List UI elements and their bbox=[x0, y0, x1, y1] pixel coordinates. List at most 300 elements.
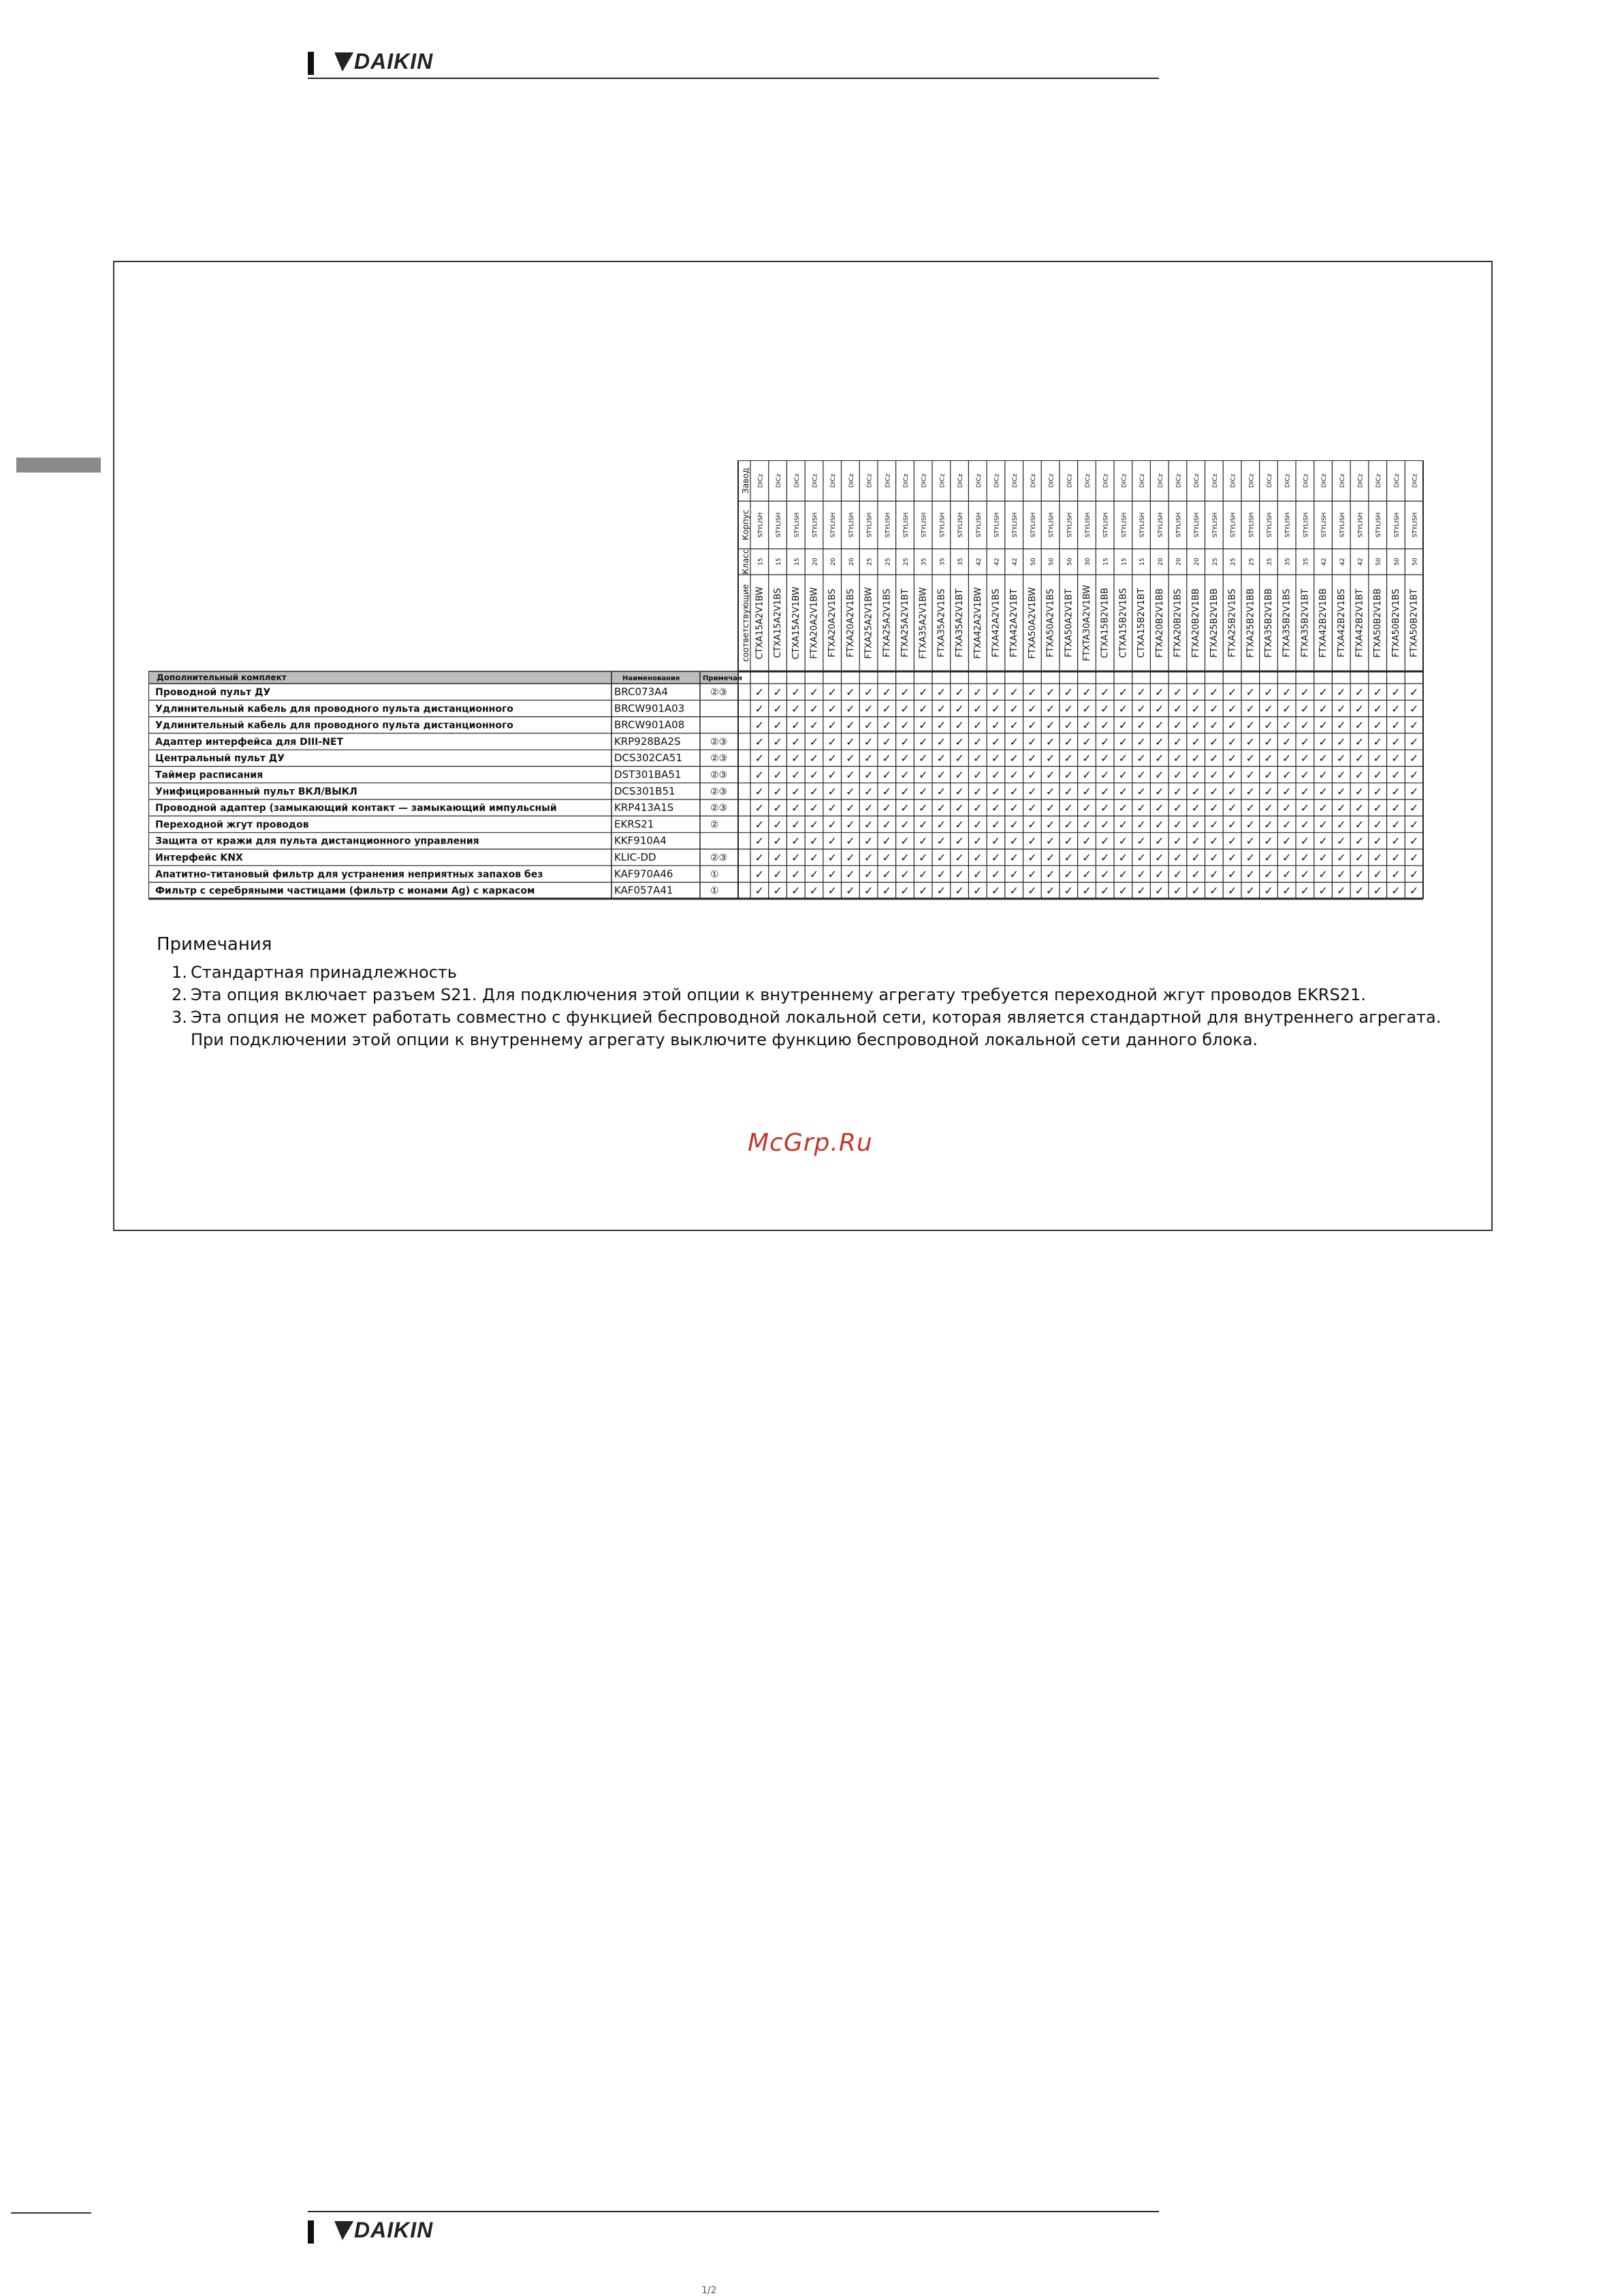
compatibility-check-mark: ✓ bbox=[809, 702, 819, 716]
compatibility-check-mark: ✓ bbox=[1227, 851, 1237, 864]
compatibility-check-mark: ✓ bbox=[1082, 784, 1092, 798]
column-model-label: FTXA50B2V1BB bbox=[1373, 588, 1384, 658]
note-number: 3. bbox=[172, 1008, 187, 1027]
column-body-label: STYLISH bbox=[885, 512, 892, 538]
row-accessory-code: BRCW901A08 bbox=[614, 718, 685, 731]
compatibility-check-mark: ✓ bbox=[827, 686, 837, 699]
column-factory-label: DICz bbox=[1102, 473, 1110, 488]
compatibility-check-mark: ✓ bbox=[809, 867, 819, 881]
daikin-logo bbox=[331, 49, 433, 74]
row-accessory-note: ②③ bbox=[710, 769, 728, 781]
compatibility-check-mark: ✓ bbox=[1118, 702, 1128, 716]
compatibility-check-mark: ✓ bbox=[882, 801, 891, 815]
compatibility-check-mark: ✓ bbox=[1245, 702, 1255, 716]
compatibility-check-mark: ✓ bbox=[791, 884, 801, 897]
compatibility-check-mark: ✓ bbox=[1191, 768, 1200, 782]
note-continuation: При подключении этой опции к внутреннему агрегату выключите функцию беспроводной локальной сети данного блока. bbox=[191, 1030, 1258, 1049]
column-class-label: 42 bbox=[1339, 558, 1346, 566]
compatibility-check-mark: ✓ bbox=[1391, 834, 1401, 848]
compatibility-check-mark: ✓ bbox=[918, 718, 928, 732]
column-class-label: 25 bbox=[866, 558, 874, 566]
compatibility-check-mark: ✓ bbox=[827, 851, 837, 864]
compatibility-check-mark: ✓ bbox=[1337, 884, 1346, 897]
compatibility-check-mark: ✓ bbox=[1118, 784, 1128, 798]
header-band-label: Класс bbox=[741, 549, 750, 575]
column-class-label: 25 bbox=[885, 558, 892, 566]
row-accessory-name: Фильтр с серебряными частицами (фильтр с ионами Ag) с каркасом bbox=[155, 885, 535, 897]
compatibility-check-mark: ✓ bbox=[1173, 735, 1183, 748]
compatibility-check-mark: ✓ bbox=[1009, 702, 1019, 716]
compatibility-check-mark: ✓ bbox=[1155, 702, 1164, 716]
column-model-label: FTXA50A2V1BS bbox=[1045, 588, 1056, 658]
compatibility-check-mark: ✓ bbox=[918, 818, 928, 831]
compatibility-check-mark: ✓ bbox=[863, 834, 874, 848]
note-number: 1. bbox=[172, 963, 187, 982]
column-body-label: STYLISH bbox=[848, 512, 855, 538]
compatibility-check-mark: ✓ bbox=[754, 702, 765, 716]
compatibility-check-mark: ✓ bbox=[1155, 752, 1164, 765]
compatibility-check-mark: ✓ bbox=[1009, 834, 1019, 848]
compatibility-check-mark: ✓ bbox=[918, 768, 928, 782]
column-model-label: FTXA50B2V1BS bbox=[1390, 588, 1401, 658]
column-factory-label: DICz bbox=[1066, 473, 1074, 488]
note-text: Эта опция включает разъем S21. Для подключения этой опции к внутреннему агрегату требуется переходной жгут проводов EKRS21. bbox=[191, 985, 1366, 1004]
column-factory-label: DICz bbox=[1211, 473, 1219, 488]
compatibility-check-mark: ✓ bbox=[1082, 702, 1092, 716]
column-body-label: STYLISH bbox=[939, 512, 947, 538]
compatibility-check-mark: ✓ bbox=[1064, 818, 1073, 831]
compatibility-check-mark: ✓ bbox=[918, 851, 928, 864]
compatibility-check-mark: ✓ bbox=[827, 801, 837, 815]
compatibility-check-mark: ✓ bbox=[1173, 884, 1183, 897]
column-factory-label: DICz bbox=[885, 473, 892, 488]
compatibility-check-mark: ✓ bbox=[936, 735, 947, 748]
compatibility-check-mark: ✓ bbox=[1300, 702, 1310, 716]
compatibility-check-mark: ✓ bbox=[1064, 768, 1073, 782]
compatibility-check-mark: ✓ bbox=[1337, 818, 1346, 831]
compatibility-check-mark: ✓ bbox=[1282, 752, 1292, 765]
compatibility-check-mark: ✓ bbox=[1191, 686, 1200, 699]
compatibility-check-mark: ✓ bbox=[1373, 752, 1382, 765]
note-text: Стандартная принадлежность bbox=[191, 963, 458, 982]
compatibility-check-mark: ✓ bbox=[1100, 784, 1110, 798]
compatibility-check-mark: ✓ bbox=[1209, 768, 1219, 782]
row-accessory-name: Унифицированный пульт ВКЛ/ВЫКЛ bbox=[155, 786, 357, 797]
compatibility-check-mark: ✓ bbox=[827, 834, 837, 848]
compatibility-check-mark: ✓ bbox=[1282, 702, 1292, 716]
compatibility-check-mark: ✓ bbox=[773, 752, 782, 765]
compatibility-check-mark: ✓ bbox=[1064, 801, 1073, 815]
compatibility-check-mark: ✓ bbox=[1136, 784, 1146, 798]
compatibility-check-mark: ✓ bbox=[1155, 834, 1164, 848]
compatibility-check-mark: ✓ bbox=[827, 752, 837, 765]
compatibility-check-mark: ✓ bbox=[1354, 718, 1365, 732]
row-accessory-note: ②③ bbox=[710, 786, 728, 797]
compatibility-check-mark: ✓ bbox=[1155, 884, 1164, 897]
compatibility-check-mark: ✓ bbox=[1227, 801, 1237, 815]
compatibility-check-mark: ✓ bbox=[1173, 702, 1183, 716]
compatibility-check-mark: ✓ bbox=[1045, 702, 1055, 716]
compatibility-check-mark: ✓ bbox=[1045, 851, 1055, 864]
compatibility-check-mark: ✓ bbox=[1118, 718, 1128, 732]
compatibility-check-mark: ✓ bbox=[1300, 686, 1310, 699]
row-accessory-code: DCS301B51 bbox=[614, 784, 675, 797]
daikin-logo-footer bbox=[331, 2218, 433, 2243]
row-accessory-code: DCS302CA51 bbox=[614, 752, 682, 765]
side-tab-marker bbox=[16, 458, 101, 473]
compatibility-check-mark: ✓ bbox=[918, 702, 928, 716]
note-item bbox=[172, 984, 1441, 1006]
compatibility-check-mark: ✓ bbox=[936, 834, 947, 848]
compatibility-check-mark: ✓ bbox=[827, 867, 837, 881]
compatibility-check-mark: ✓ bbox=[1318, 768, 1328, 782]
compatibility-check-mark: ✓ bbox=[955, 768, 964, 782]
compatibility-check-mark: ✓ bbox=[1282, 867, 1292, 881]
column-class-label: 20 bbox=[1194, 558, 1201, 566]
compatibility-check-mark: ✓ bbox=[1391, 752, 1401, 765]
compatibility-check-mark: ✓ bbox=[882, 884, 891, 897]
compatibility-check-mark: ✓ bbox=[1173, 867, 1183, 881]
compatibility-check-mark: ✓ bbox=[809, 884, 819, 897]
compatibility-check-mark: ✓ bbox=[1100, 768, 1110, 782]
compatibility-check-mark: ✓ bbox=[936, 884, 947, 897]
compatibility-check-mark: ✓ bbox=[827, 768, 837, 782]
compatibility-check-mark: ✓ bbox=[1209, 884, 1219, 897]
compatibility-check-mark: ✓ bbox=[1300, 735, 1310, 748]
compatibility-check-mark: ✓ bbox=[1082, 851, 1092, 864]
column-model-label: FTXA20A2V1BW bbox=[809, 587, 820, 659]
compatibility-check-mark: ✓ bbox=[1118, 801, 1128, 815]
notes-section bbox=[157, 934, 1441, 1051]
compatibility-check-mark: ✓ bbox=[955, 801, 964, 815]
compatibility-check-mark: ✓ bbox=[1045, 801, 1055, 815]
column-class-label: 15 bbox=[1102, 558, 1110, 566]
column-class-label: 50 bbox=[1066, 558, 1074, 566]
row-accessory-note: ②③ bbox=[710, 852, 728, 863]
compatibility-check-mark: ✓ bbox=[1264, 768, 1273, 782]
compatibility-check-mark: ✓ bbox=[1209, 718, 1219, 732]
compatibility-check-mark: ✓ bbox=[754, 735, 765, 748]
compatibility-check-mark: ✓ bbox=[1100, 686, 1110, 699]
compatibility-check-mark: ✓ bbox=[1082, 818, 1092, 831]
column-model-label: FTXA20B2V1BB bbox=[1154, 588, 1165, 658]
compatibility-check-mark: ✓ bbox=[1354, 702, 1365, 716]
compatibility-check-mark: ✓ bbox=[1227, 867, 1237, 881]
compatibility-check-mark: ✓ bbox=[1318, 686, 1328, 699]
compatibility-check-mark: ✓ bbox=[882, 686, 891, 699]
compatibility-check-mark: ✓ bbox=[955, 735, 964, 748]
compatibility-check-mark: ✓ bbox=[1064, 884, 1073, 897]
column-factory-label: DICz bbox=[1030, 473, 1037, 488]
compatibility-check-mark: ✓ bbox=[1227, 818, 1237, 831]
column-model-label: FTXA25B2V1BB bbox=[1209, 588, 1220, 658]
compatibility-check-mark: ✓ bbox=[809, 851, 819, 864]
compatibility-check-mark: ✓ bbox=[991, 768, 1001, 782]
compatibility-check-mark: ✓ bbox=[1173, 752, 1183, 765]
compatibility-check-mark: ✓ bbox=[1264, 801, 1273, 815]
column-factory-label: DICz bbox=[1139, 473, 1147, 488]
compatibility-check-mark: ✓ bbox=[955, 686, 964, 699]
compatibility-check-mark: ✓ bbox=[1373, 867, 1382, 881]
compatibility-check-mark: ✓ bbox=[1354, 752, 1365, 765]
note-text: Эта опция не может работать совместно с функцией беспроводной локальной сети, которая является стандартной для внутреннего агрегата. bbox=[191, 1008, 1442, 1027]
column-class-label: 20 bbox=[1157, 558, 1164, 566]
compatibility-check-mark: ✓ bbox=[863, 718, 874, 732]
column-class-label: 15 bbox=[793, 558, 801, 566]
compatibility-check-mark: ✓ bbox=[973, 784, 983, 798]
footer-bar bbox=[308, 2220, 314, 2244]
compatibility-check-mark: ✓ bbox=[773, 884, 782, 897]
row-accessory-name: Защита от кражи для пульта дистанционного управления bbox=[155, 835, 479, 847]
row-accessory-code: KRP413A1S bbox=[614, 801, 674, 814]
compatibility-check-mark: ✓ bbox=[1028, 818, 1037, 831]
compatibility-check-mark: ✓ bbox=[1064, 834, 1073, 848]
compatibility-check-mark: ✓ bbox=[955, 702, 964, 716]
compatibility-check-mark: ✓ bbox=[1300, 718, 1310, 732]
compatibility-check-mark: ✓ bbox=[1373, 702, 1382, 716]
column-class-label: 25 bbox=[1211, 558, 1219, 566]
column-body-label: STYLISH bbox=[921, 512, 928, 538]
column-class-label: 15 bbox=[776, 558, 783, 566]
compatibility-check-mark: ✓ bbox=[1282, 718, 1292, 732]
compatibility-check-mark: ✓ bbox=[1337, 686, 1346, 699]
compatibility-check-mark: ✓ bbox=[1191, 818, 1200, 831]
column-model-label: FTXA42A2V1BW bbox=[972, 587, 983, 659]
page-number: 1/2 bbox=[701, 2285, 717, 2296]
compatibility-check-mark: ✓ bbox=[936, 801, 947, 815]
compatibility-check-mark: ✓ bbox=[1264, 686, 1273, 699]
compatibility-check-mark: ✓ bbox=[846, 784, 855, 798]
compatibility-check-mark: ✓ bbox=[1337, 784, 1346, 798]
compatibility-check-mark: ✓ bbox=[1264, 884, 1273, 897]
compatibility-check-mark: ✓ bbox=[991, 884, 1001, 897]
compatibility-check-mark: ✓ bbox=[918, 801, 928, 815]
column-model-label: FTXA50A2V1BW bbox=[1027, 587, 1038, 659]
compatibility-check-mark: ✓ bbox=[1391, 768, 1401, 782]
column-model-label: FTXA20B2V1BB bbox=[1191, 588, 1202, 658]
compatibility-check-mark: ✓ bbox=[955, 884, 964, 897]
compatibility-check-mark: ✓ bbox=[1373, 718, 1382, 732]
column-body-label: STYLISH bbox=[793, 512, 801, 538]
compatibility-check-mark: ✓ bbox=[882, 718, 891, 732]
row-accessory-note: ① bbox=[710, 869, 719, 880]
compatibility-check-mark: ✓ bbox=[863, 735, 874, 748]
compatibility-check-mark: ✓ bbox=[936, 752, 947, 765]
compatibility-check-mark: ✓ bbox=[1009, 818, 1019, 831]
compatibility-check-mark: ✓ bbox=[1155, 768, 1164, 782]
column-class-label: 15 bbox=[1121, 558, 1128, 566]
column-body-label: STYLISH bbox=[1357, 512, 1365, 538]
compatibility-check-mark: ✓ bbox=[1373, 784, 1382, 798]
column-class-label: 50 bbox=[1393, 558, 1401, 566]
column-model-label: FTXA42A2V1BT bbox=[1009, 588, 1020, 658]
compatibility-check-mark: ✓ bbox=[991, 784, 1001, 798]
compatibility-check-mark: ✓ bbox=[773, 768, 782, 782]
compatibility-check-mark: ✓ bbox=[1264, 867, 1273, 881]
column-model-label: FTXA20A2V1BS bbox=[845, 588, 856, 658]
column-class-label: 15 bbox=[1139, 558, 1147, 566]
compatibility-check-mark: ✓ bbox=[754, 784, 765, 798]
compatibility-check-mark: ✓ bbox=[754, 801, 765, 815]
column-body-label: STYLISH bbox=[830, 512, 838, 538]
compatibility-check-mark: ✓ bbox=[1318, 801, 1328, 815]
column-class-label: 35 bbox=[1284, 558, 1292, 566]
column-factory-label: DICz bbox=[1303, 473, 1310, 488]
compatibility-check-mark: ✓ bbox=[1209, 735, 1219, 748]
column-body-label: STYLISH bbox=[902, 512, 910, 538]
compatibility-check-mark: ✓ bbox=[1118, 834, 1128, 848]
compatibility-check-mark: ✓ bbox=[1282, 851, 1292, 864]
compatibility-check-mark: ✓ bbox=[955, 834, 964, 848]
column-class-label: 35 bbox=[1303, 558, 1310, 566]
column-class-label: 50 bbox=[1412, 558, 1419, 566]
compatibility-check-mark: ✓ bbox=[1028, 702, 1037, 716]
compatibility-check-mark: ✓ bbox=[1191, 752, 1200, 765]
compatibility-check-mark: ✓ bbox=[1009, 867, 1019, 881]
compatibility-check-mark: ✓ bbox=[1173, 718, 1183, 732]
compatibility-check-mark: ✓ bbox=[1300, 768, 1310, 782]
compatibility-check-mark: ✓ bbox=[1409, 867, 1419, 881]
compatibility-check-mark: ✓ bbox=[1100, 702, 1110, 716]
compatibility-check-mark: ✓ bbox=[1064, 735, 1073, 748]
compatibility-check-mark: ✓ bbox=[1354, 884, 1365, 897]
column-body-label: STYLISH bbox=[757, 512, 765, 538]
compatibility-check-mark: ✓ bbox=[1082, 768, 1092, 782]
column-model-label: FTXA25A2V1BW bbox=[863, 587, 874, 659]
column-class-label: 25 bbox=[1248, 558, 1256, 566]
daikin-mark-icon bbox=[328, 52, 353, 71]
compatibility-check-mark: ✓ bbox=[1318, 867, 1328, 881]
row-accessory-code: KLIC-DD bbox=[614, 851, 656, 863]
compatibility-check-mark: ✓ bbox=[863, 851, 874, 864]
column-class-label: 35 bbox=[1266, 558, 1273, 566]
compatibility-check-mark: ✓ bbox=[1082, 867, 1092, 881]
compatibility-check-mark: ✓ bbox=[791, 718, 801, 732]
compatibility-check-mark: ✓ bbox=[1155, 867, 1164, 881]
column-factory-label: DICz bbox=[957, 473, 965, 488]
compatibility-check-mark: ✓ bbox=[900, 784, 910, 798]
compatibility-check-mark: ✓ bbox=[1082, 718, 1092, 732]
compatibility-check-mark: ✓ bbox=[1045, 686, 1055, 699]
column-factory-label: DICz bbox=[866, 473, 874, 488]
compatibility-check-mark: ✓ bbox=[1118, 851, 1128, 864]
compatibility-check-mark: ✓ bbox=[1227, 884, 1237, 897]
compatibility-check-mark: ✓ bbox=[955, 851, 964, 864]
compatibility-check-mark: ✓ bbox=[1300, 884, 1310, 897]
header-rule bbox=[308, 78, 1159, 79]
compatibility-check-mark: ✓ bbox=[991, 834, 1001, 848]
column-factory-label: DICz bbox=[1266, 473, 1273, 488]
column-body-label: STYLISH bbox=[1412, 512, 1419, 538]
compatibility-check-mark: ✓ bbox=[1136, 834, 1146, 848]
compatibility-check-mark: ✓ bbox=[1028, 834, 1037, 848]
compatibility-check-mark: ✓ bbox=[1300, 752, 1310, 765]
compatibility-check-mark: ✓ bbox=[1282, 884, 1292, 897]
compatibility-check-mark: ✓ bbox=[1155, 686, 1164, 699]
compatibility-check-mark: ✓ bbox=[1009, 784, 1019, 798]
compatibility-check-mark: ✓ bbox=[955, 718, 964, 732]
column-model-label: FTXA25A2V1BS bbox=[882, 588, 893, 658]
compatibility-check-mark: ✓ bbox=[1318, 718, 1328, 732]
compatibility-check-mark: ✓ bbox=[791, 702, 801, 716]
watermark: McGrp.Ru bbox=[748, 1129, 873, 1157]
footer-rule bbox=[308, 2211, 1159, 2212]
compatibility-check-mark: ✓ bbox=[1337, 702, 1346, 716]
compatibility-check-mark: ✓ bbox=[1354, 851, 1365, 864]
compatibility-check-mark: ✓ bbox=[827, 702, 837, 716]
column-class-label: 25 bbox=[1230, 558, 1237, 566]
compatibility-check-mark: ✓ bbox=[973, 818, 983, 831]
column-class-label: 50 bbox=[1048, 558, 1055, 566]
compatibility-check-mark: ✓ bbox=[1009, 718, 1019, 732]
header-band-label: Корпус bbox=[741, 509, 750, 541]
compatibility-check-mark: ✓ bbox=[1318, 702, 1328, 716]
compatibility-check-mark: ✓ bbox=[1373, 735, 1382, 748]
compatibility-check-mark: ✓ bbox=[882, 702, 891, 716]
compatibility-check-mark: ✓ bbox=[1009, 884, 1019, 897]
compatibility-check-mark: ✓ bbox=[1354, 801, 1365, 815]
compatibility-check-mark: ✓ bbox=[1318, 834, 1328, 848]
compatibility-check-mark: ✓ bbox=[991, 702, 1001, 716]
column-body-label: STYLISH bbox=[1175, 512, 1183, 538]
compatibility-check-mark: ✓ bbox=[1028, 735, 1037, 748]
row-accessory-code: KKF910A4 bbox=[614, 834, 667, 847]
compatibility-check-mark: ✓ bbox=[754, 867, 765, 881]
compatibility-check-mark: ✓ bbox=[918, 686, 928, 699]
compatibility-check-mark: ✓ bbox=[973, 867, 983, 881]
column-body-label: STYLISH bbox=[1157, 512, 1164, 538]
row-accessory-code: KAF057A41 bbox=[614, 884, 673, 897]
compatibility-check-mark: ✓ bbox=[1318, 784, 1328, 798]
compatibility-check-mark: ✓ bbox=[1318, 851, 1328, 864]
compatibility-check-mark: ✓ bbox=[773, 718, 782, 732]
compatibility-check-mark: ✓ bbox=[936, 702, 947, 716]
column-body-label: STYLISH bbox=[1339, 512, 1346, 538]
compatibility-check-mark: ✓ bbox=[1245, 752, 1255, 765]
row-accessory-name: Проводной пульт ДУ bbox=[155, 687, 271, 698]
compatibility-check-mark: ✓ bbox=[900, 818, 910, 831]
column-body-label: STYLISH bbox=[1066, 512, 1074, 538]
compatibility-check-mark: ✓ bbox=[1373, 686, 1382, 699]
compatibility-check-mark: ✓ bbox=[1136, 686, 1146, 699]
compatibility-check-mark: ✓ bbox=[1245, 686, 1255, 699]
notes-title: Примечания bbox=[157, 934, 272, 955]
compatibility-check-mark: ✓ bbox=[1028, 768, 1037, 782]
compatibility-check-mark: ✓ bbox=[1028, 851, 1037, 864]
column-model-label: FTXA35A2V1BW bbox=[918, 587, 929, 659]
compatibility-check-mark: ✓ bbox=[754, 752, 765, 765]
compatibility-check-mark: ✓ bbox=[1191, 784, 1200, 798]
compatibility-check-mark: ✓ bbox=[1118, 884, 1128, 897]
compatibility-check-mark: ✓ bbox=[1300, 784, 1310, 798]
compatibility-check-mark: ✓ bbox=[1136, 884, 1146, 897]
column-factory-label: DICz bbox=[1194, 473, 1201, 488]
compatibility-check-mark: ✓ bbox=[1064, 752, 1073, 765]
compatibility-check-mark: ✓ bbox=[1136, 867, 1146, 881]
compatibility-check-mark: ✓ bbox=[1082, 834, 1092, 848]
column-body-label: STYLISH bbox=[1321, 512, 1329, 538]
compatibility-check-mark: ✓ bbox=[1245, 784, 1255, 798]
column-class-label: 15 bbox=[757, 558, 765, 566]
compatibility-check-mark: ✓ bbox=[846, 884, 855, 897]
compatibility-check-mark: ✓ bbox=[1045, 768, 1055, 782]
column-factory-label: DICz bbox=[1284, 473, 1292, 488]
header-band-label: соответствующие bbox=[741, 584, 750, 663]
compatibility-check-mark: ✓ bbox=[1191, 851, 1200, 864]
compatibility-check-mark: ✓ bbox=[1136, 768, 1146, 782]
compatibility-check-mark: ✓ bbox=[1318, 752, 1328, 765]
compatibility-check-mark: ✓ bbox=[1337, 718, 1346, 732]
